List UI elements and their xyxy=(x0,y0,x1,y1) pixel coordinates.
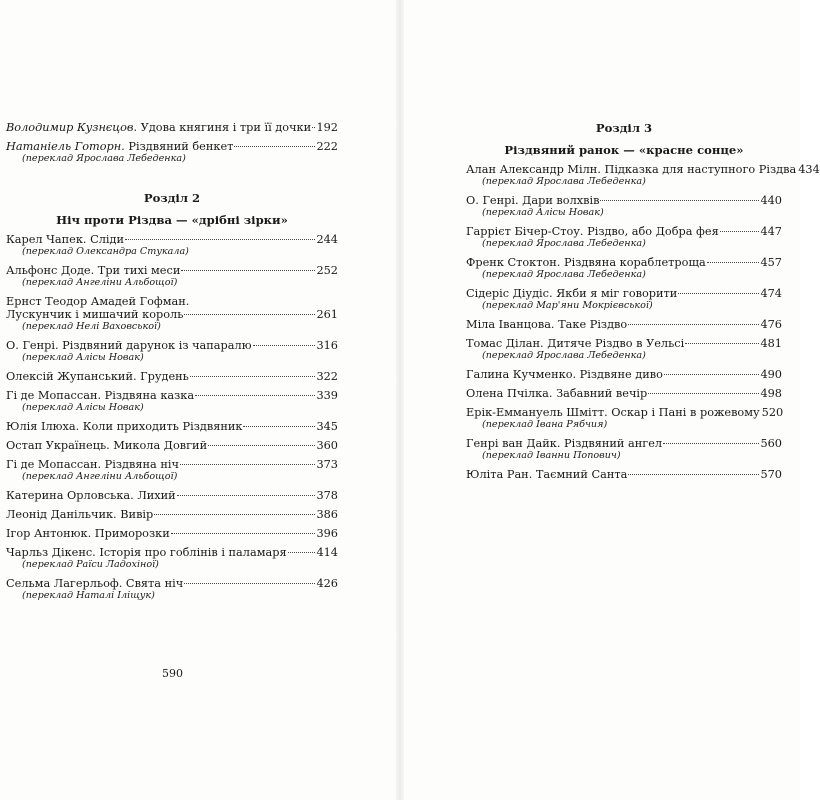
leader-dots xyxy=(685,343,759,344)
entry-page: 192 xyxy=(316,121,338,134)
entry-page: 316 xyxy=(316,339,338,352)
leader-dots xyxy=(707,262,760,263)
toc-entry xyxy=(466,387,782,400)
entry-page: 498 xyxy=(760,387,782,400)
entry-page: 339 xyxy=(316,389,338,402)
entry-translator: (переклад Алісы Новак) xyxy=(22,402,144,413)
entry-translator: (переклад Олександра Стукала) xyxy=(22,246,189,257)
toc-entry xyxy=(6,121,338,134)
entry-translator: (переклад Івана Рябчия) xyxy=(482,419,608,430)
left-page xyxy=(0,0,396,800)
toc-entry xyxy=(6,420,338,433)
toc-entry xyxy=(466,337,782,362)
entry-page: 426 xyxy=(316,577,338,590)
entry-page: 360 xyxy=(316,439,338,452)
entry-page: 322 xyxy=(316,370,338,383)
page-number: 590 xyxy=(162,667,183,680)
entry-page: 520 xyxy=(761,406,784,419)
entry-title: О. Генрі. Різдвяний дарунок із чапаралю xyxy=(6,339,252,352)
toc-entry xyxy=(6,577,338,602)
entry-title: Лускунчик і мишачий король xyxy=(6,308,184,321)
right-toc xyxy=(466,121,820,487)
toc-entry xyxy=(6,439,338,452)
toc-entry xyxy=(6,389,338,414)
leader-dots xyxy=(234,146,315,147)
entry-page: 434 xyxy=(798,163,820,176)
left-toc xyxy=(6,121,338,608)
entry-title: Френк Стоктон. Різдвяна кораблетроща xyxy=(466,256,706,269)
leader-dots xyxy=(177,495,316,496)
entry-translator: (переклад Ярослава Лебеденка) xyxy=(482,176,646,187)
entry-title: Гаррієт Бічер-Стоу. Різдво, або Добра фея xyxy=(466,225,719,238)
entry-title-line: Ернст Теодор Амадей Гофман. xyxy=(6,295,190,308)
leader-dots xyxy=(628,474,759,475)
left-entry-list xyxy=(6,233,338,602)
leader-dots xyxy=(664,374,759,375)
toc-entry xyxy=(466,194,782,219)
entry-title: Ігор Антонюк. Приморозки xyxy=(6,527,170,540)
leader-dots xyxy=(171,533,316,534)
toc-entry xyxy=(466,437,782,462)
entry-page: 481 xyxy=(760,337,782,350)
toc-entry xyxy=(6,339,338,364)
toc-entry xyxy=(466,406,782,431)
entry-translator: (переклад Наталі Іліщук) xyxy=(22,590,155,601)
entry-translator: (переклад Нелі Ваховської) xyxy=(22,321,161,332)
toc-entry xyxy=(466,256,782,281)
right-entry-list xyxy=(466,163,820,481)
entry-page: 560 xyxy=(760,437,782,450)
toc-entry xyxy=(6,508,338,521)
entry-title: Гі де Мопассан. Різдвяна казка xyxy=(6,389,195,402)
toc-entry xyxy=(466,368,782,381)
toc-entry xyxy=(466,163,820,188)
entry-translator: (переклад Ярослава Лебеденка) xyxy=(22,153,186,164)
entry-page: 447 xyxy=(760,225,782,238)
toc-entry xyxy=(466,225,782,250)
toc-entry xyxy=(6,264,338,289)
toc-entry xyxy=(466,468,782,481)
entry-page: 386 xyxy=(316,508,338,521)
entry-title: Леонід Данільчик. Вивір xyxy=(6,508,154,521)
entry-page: 378 xyxy=(316,489,338,502)
entry-title: Алан Александр Мілн. Підказка для наступного Різдва xyxy=(466,163,797,176)
entry-title: Олексій Жупанський. Грудень xyxy=(6,370,189,383)
toc-entry xyxy=(6,370,338,383)
section-heading xyxy=(466,121,782,157)
leader-dots xyxy=(288,552,316,553)
book-gutter xyxy=(396,0,404,800)
leader-dots xyxy=(678,293,759,294)
toc-entry xyxy=(6,295,338,333)
entry-translator: (переклад Раїси Ладохіної) xyxy=(22,559,159,570)
entry-title: Міла Іванцова. Таке Різдво xyxy=(466,318,628,331)
entry-title: Катерина Орловська. Лихий xyxy=(6,489,176,502)
entry-page: 474 xyxy=(760,287,782,300)
toc-entry xyxy=(466,318,782,331)
entry-title: О. Генрі. Дари волхвів xyxy=(466,194,600,207)
leader-dots xyxy=(195,395,315,396)
entry-translator: (переклад Іванни Попович) xyxy=(482,450,621,461)
entry-title: Гі де Мопассан. Різдвяна ніч xyxy=(6,458,179,471)
toc-entry xyxy=(6,140,338,165)
toc-entry xyxy=(6,233,338,258)
entry-page: 222 xyxy=(316,140,338,153)
leader-dots xyxy=(312,127,315,128)
leader-dots xyxy=(190,376,316,377)
entry-title: Олена Пчілка. Забавний вечір xyxy=(466,387,648,400)
entry-page: 373 xyxy=(316,458,338,471)
entry-translator: (переклад Ярослава Лебеденка) xyxy=(482,269,646,280)
leader-dots xyxy=(243,426,315,427)
entry-title: Генрі ван Дайк. Різдвяний ангел xyxy=(466,437,663,450)
entry-page: 476 xyxy=(760,318,782,331)
entry-page: 490 xyxy=(760,368,782,381)
entry-title: Альфонс Доде. Три тихі меси xyxy=(6,264,181,277)
entry-page: 570 xyxy=(760,468,782,481)
leader-dots xyxy=(628,324,759,325)
entry-page: 252 xyxy=(316,264,338,277)
toc-entry xyxy=(6,489,338,502)
section-title: Різдвяний ранок — «красне сонце» xyxy=(504,143,744,157)
section-title: Ніч проти Різдва — «дрібні зірки» xyxy=(56,213,288,227)
leader-dots xyxy=(600,200,759,201)
leader-dots xyxy=(180,464,316,465)
leader-dots xyxy=(648,393,759,394)
leader-dots xyxy=(208,445,315,446)
entry-title: Ерік-Еммануель Шмітт. Оскар і Пані в рожевому xyxy=(466,406,760,419)
entry-title: Сідеріс Діудіс. Якби я міг говорити xyxy=(466,287,678,300)
leader-dots xyxy=(125,239,315,240)
entry-page: 244 xyxy=(316,233,338,246)
toc-entry xyxy=(6,546,338,571)
leader-dots xyxy=(181,270,315,271)
leader-dots xyxy=(663,443,759,444)
leader-dots xyxy=(184,583,315,584)
toc-entry xyxy=(6,458,338,483)
entry-page: 345 xyxy=(316,420,338,433)
entry-page: 396 xyxy=(316,527,338,540)
entry-translator: (переклад Ангеліни Альбощої) xyxy=(22,277,178,288)
entry-page: 440 xyxy=(760,194,782,207)
entry-translator: (переклад Алісы Новак) xyxy=(482,207,604,218)
entry-title: Томас Ділан. Дитяче Різдво в Уельсі xyxy=(466,337,685,350)
entry-title: Чарльз Дікенс. Історія про гоблінів і паламаря xyxy=(6,546,287,559)
entry-translator: (переклад Алісы Новак) xyxy=(22,352,144,363)
entry-translator: (переклад Мар'яни Мокрієвської) xyxy=(482,300,653,311)
entry-title: Різдвяний бенкет xyxy=(124,140,234,153)
entry-translator: (переклад Ярослава Лебеденка) xyxy=(482,238,646,249)
leader-dots xyxy=(154,514,315,515)
entry-translator: (переклад Ярослава Лебеденка) xyxy=(482,350,646,361)
leader-dots xyxy=(720,231,760,232)
entry-title: Юлія Ілюха. Коли приходить Різдвяник xyxy=(6,420,243,433)
section-heading xyxy=(6,191,338,227)
entry-title: Остап Українець. Микола Довгий xyxy=(6,439,208,452)
section-number: Розділ 3 xyxy=(595,121,653,135)
entry-title: Карел Чапек. Сліди xyxy=(6,233,125,246)
toc-entry xyxy=(6,527,338,540)
entry-title: Юліта Ран. Таємний Санта xyxy=(466,468,628,481)
entry-page: 414 xyxy=(316,546,338,559)
entry-translator: (переклад Ангеліни Альбощої) xyxy=(22,471,178,482)
entry-author: Володимир Кузнєцов. xyxy=(6,121,138,134)
entry-title: Сельма Лагерльоф. Свята ніч xyxy=(6,577,184,590)
section-number: Розділ 2 xyxy=(143,191,201,205)
entry-title: Удова княгиня і три її дочки xyxy=(137,121,312,134)
entry-author: Натаніель Готорн. xyxy=(6,140,125,153)
right-page xyxy=(404,0,820,800)
entry-title: Галина Кучменко. Різдвяне диво xyxy=(466,368,663,381)
leader-dots xyxy=(184,314,315,315)
leader-dots xyxy=(253,345,316,346)
entry-page: 261 xyxy=(316,308,338,321)
entry-page: 457 xyxy=(760,256,782,269)
toc-entry xyxy=(466,287,782,312)
